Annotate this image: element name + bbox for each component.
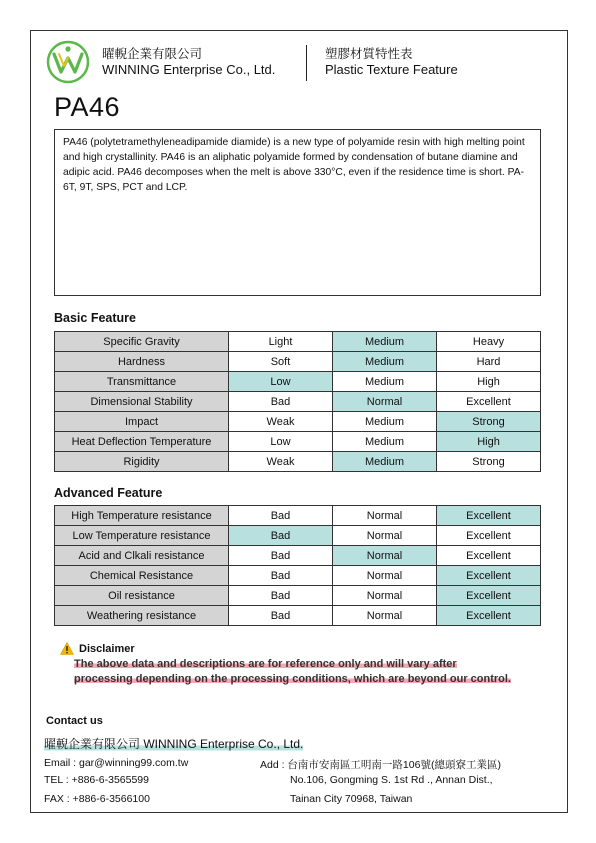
contact-tel: TEL : +886-6-3565599 [44, 774, 149, 786]
feature-value-selected: Medium [333, 332, 437, 352]
feature-row [55, 452, 541, 472]
feature-value: Strong [437, 452, 541, 472]
contact-company [44, 735, 303, 752]
header-divider [306, 45, 307, 81]
feature-value: Bad [229, 586, 333, 606]
advanced-feature-table [54, 505, 541, 626]
feature-value-selected: Normal [333, 546, 437, 566]
feature-row [55, 586, 541, 606]
document-title [325, 46, 458, 78]
feature-value: Excellent [437, 526, 541, 546]
feature-label: Heat Deflection Temperature [55, 432, 229, 452]
feature-value-selected: Low [229, 372, 333, 392]
feature-row [55, 332, 541, 352]
material-name: PA46 [54, 92, 121, 122]
feature-value-selected: Excellent [437, 586, 541, 606]
basic-feature-title: Basic Feature [54, 311, 136, 325]
feature-row [55, 372, 541, 392]
contact-address-line3: Tainan City 70968, Taiwan [290, 793, 413, 805]
feature-row [55, 352, 541, 372]
advanced-feature-title: Advanced Feature [54, 486, 163, 500]
contact-address-line1: Add : 台南市安南區工明南一路106號(總頭寮工業區) [260, 759, 501, 771]
feature-value: Heavy [437, 332, 541, 352]
document-title-en: Plastic Texture Feature [325, 62, 458, 77]
feature-value: High [437, 372, 541, 392]
feature-value: Bad [229, 546, 333, 566]
feature-value: Normal [333, 586, 437, 606]
feature-value: Medium [333, 412, 437, 432]
feature-value: Normal [333, 506, 437, 526]
feature-value: Normal [333, 526, 437, 546]
feature-label: Oil resistance [55, 586, 229, 606]
feature-row [55, 412, 541, 432]
company-name-en: WINNING Enterprise Co., Ltd. [102, 62, 276, 77]
contact-fax: FAX : +886-6-3566100 [44, 793, 150, 805]
feature-value-selected: Normal [333, 392, 437, 412]
feature-label: Rigidity [55, 452, 229, 472]
feature-value-selected: Excellent [437, 606, 541, 626]
feature-value-selected: Medium [333, 352, 437, 372]
disclaimer-text [74, 657, 514, 687]
feature-value: Excellent [437, 392, 541, 412]
contact-email: Email : gar@winning99.com.tw [44, 757, 189, 769]
feature-row [55, 432, 541, 452]
winning-logo-icon [46, 40, 90, 84]
feature-value-selected: High [437, 432, 541, 452]
contact-address-line2: No.106, Gongming S. 1st Rd ., Annan Dist., [290, 774, 493, 786]
feature-row [55, 566, 541, 586]
feature-value-selected: Excellent [437, 506, 541, 526]
feature-value-selected: Strong [437, 412, 541, 432]
feature-value: Normal [333, 566, 437, 586]
feature-label: Hardness [55, 352, 229, 372]
feature-value: Bad [229, 606, 333, 626]
feature-value: Light [229, 332, 333, 352]
feature-label: Specific Gravity [55, 332, 229, 352]
feature-row [55, 526, 541, 546]
feature-row [55, 606, 541, 626]
feature-row [55, 506, 541, 526]
feature-value-selected: Bad [229, 526, 333, 546]
feature-value: Bad [229, 566, 333, 586]
feature-value: Soft [229, 352, 333, 372]
disclaimer-text-body: The above data and descriptions are for reference only and will vary after processing depending on the processing conditions, which are beyond our control. [74, 658, 511, 685]
company-name-zh: 曜輗企業有限公司 [102, 47, 203, 61]
feature-label: Impact [55, 412, 229, 432]
basic-feature-table [54, 331, 541, 472]
feature-value-selected: Excellent [437, 566, 541, 586]
feature-row [55, 546, 541, 566]
feature-value: Medium [333, 432, 437, 452]
disclaimer-title: Disclaimer [79, 643, 135, 655]
company-name [102, 46, 275, 78]
feature-label: Transmittance [55, 372, 229, 392]
feature-label: Low Temperature resistance [55, 526, 229, 546]
feature-row [55, 392, 541, 412]
feature-value: Low [229, 432, 333, 452]
feature-value: Weak [229, 452, 333, 472]
feature-value-selected: Medium [333, 452, 437, 472]
feature-value: Excellent [437, 546, 541, 566]
feature-value: Normal [333, 606, 437, 626]
feature-value: Bad [229, 506, 333, 526]
feature-label: Acid and Clkali resistance [55, 546, 229, 566]
document-title-zh: 塑膠材質特性表 [325, 47, 413, 61]
feature-label: Weathering resistance [55, 606, 229, 626]
contact-company-name: 曜輗企業有限公司 WINNING Enterprise Co., Ltd. [44, 737, 304, 751]
warning-icon [60, 642, 74, 655]
feature-label: Chemical Resistance [55, 566, 229, 586]
feature-label: Dimensional Stability [55, 392, 229, 412]
feature-value: Bad [229, 392, 333, 412]
contact-title: Contact us [46, 715, 103, 727]
feature-label: High Temperature resistance [55, 506, 229, 526]
description-box: PA46 (polytetramethyleneadipamide diamide) is a new type of polyamide resin with high melting point and high crystallinity. PA46 is an aliphatic polyamide formed by condensation of butane diamine and adipic acid. PA46 decomposes when the melt is above 330°C, even if the residence time is short. PA-6T, 9T, SPS, PCT and LCP. [54, 129, 541, 296]
feature-value: Weak [229, 412, 333, 432]
feature-value: Medium [333, 372, 437, 392]
feature-value: Hard [437, 352, 541, 372]
